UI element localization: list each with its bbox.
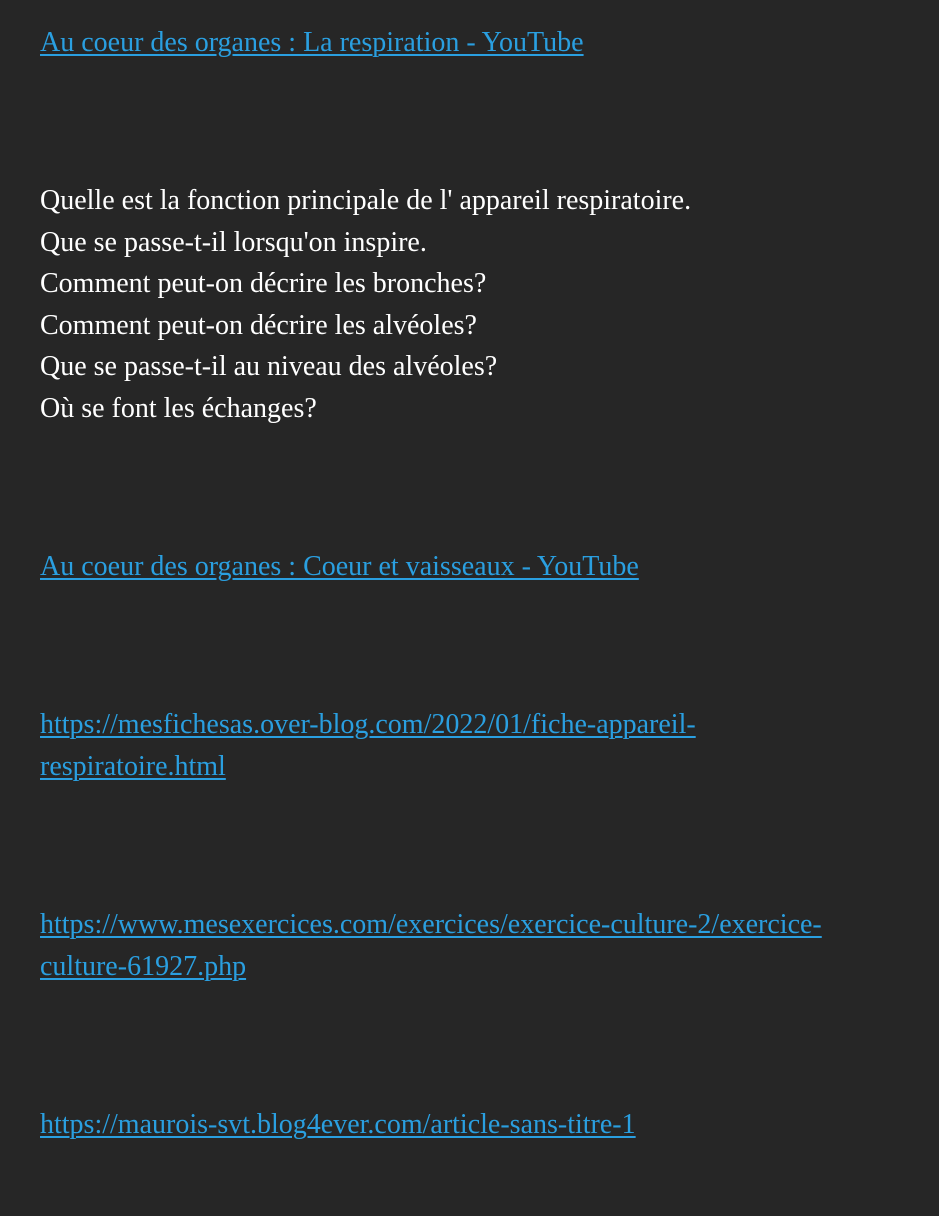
question-item: Comment peut-on décrire les alvéoles? — [40, 309, 477, 341]
question-list — [40, 180, 691, 430]
link-text-line: https://www.mesexercices.com/exercices/exercice-culture-2/exercice- — [40, 909, 822, 940]
link-fiche-appareil-respiratoire[interactable] — [40, 704, 939, 787]
question-item: Comment peut-on décrire les bronches? — [40, 268, 487, 300]
link-text-line: https://mesfichesas.over-blog.com/2022/01/fiche-appareil- — [40, 709, 696, 740]
link-text-line: culture-61927.php — [40, 950, 247, 982]
link-text-line: respiratoire.html — [40, 750, 226, 782]
question-item: Quelle est la fonction principale de l' appareil respiratoire. — [40, 185, 692, 216]
link-respiration-video[interactable]: Au coeur des organes : La respiration - YouTube — [40, 27, 584, 58]
link-exercice-culture[interactable] — [40, 904, 939, 987]
question-item: Que se passe-t-il lorsqu'on inspire. — [40, 226, 427, 258]
question-item: Où se font les échanges? — [40, 392, 317, 424]
question-item: Que se passe-t-il au niveau des alvéoles? — [40, 351, 498, 383]
link-maurois-svt[interactable]: https://maurois-svt.blog4ever.com/article-sans-titre-1 — [40, 1109, 636, 1140]
link-coeur-video[interactable]: Au coeur des organes : Coeur et vaisseaux - YouTube — [40, 551, 639, 582]
